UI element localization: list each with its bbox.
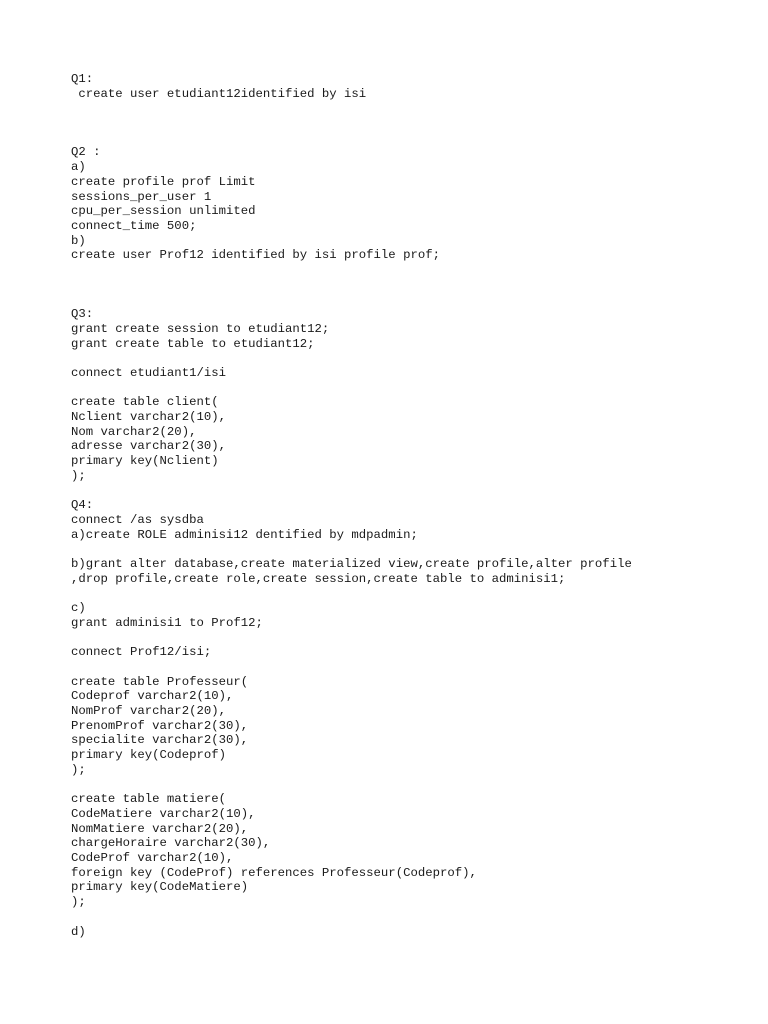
- text-line: create table client(: [71, 395, 219, 410]
- text-line: [71, 351, 632, 366]
- text-line: [71, 631, 632, 646]
- text-line: [71, 542, 632, 557]
- text-line: [71, 910, 632, 925]
- text-line: Nom varchar2(20),: [71, 424, 197, 439]
- text-line: create table matiere(: [71, 792, 226, 807]
- text-line: NomProf varchar2(20),: [71, 704, 226, 719]
- text-line: specialite varchar2(30),: [71, 733, 249, 748]
- text-line: [71, 381, 632, 396]
- text-line: [71, 131, 632, 146]
- text-line: foreign key (CodeProf) references Professeur(Codeprof),: [71, 865, 477, 880]
- text-line: b): [71, 233, 86, 248]
- text-line: [71, 484, 632, 499]
- text-line: sessions_per_user 1: [71, 189, 212, 204]
- text-line: Codeprof varchar2(10),: [71, 689, 234, 704]
- text-line: Q1:: [71, 72, 94, 86]
- text-line: [71, 778, 632, 793]
- text-line: [71, 278, 632, 293]
- text-line: [71, 263, 632, 278]
- text-line: a): [71, 160, 86, 175]
- text-line: adresse varchar2(30),: [71, 439, 226, 454]
- text-line: create user Prof12 identified by isi profile prof;: [71, 248, 440, 263]
- text-line: [71, 101, 632, 116]
- text-line: Q2 :: [71, 145, 101, 160]
- text-line: c): [71, 601, 86, 616]
- text-line: create profile prof Limit: [71, 174, 256, 189]
- text-line: connect_time 500;: [71, 218, 197, 233]
- text-line: Q4:: [71, 498, 94, 513]
- text-line: );: [71, 762, 86, 777]
- text-line: CodeMatiere varchar2(10),: [71, 806, 256, 821]
- text-line: );: [71, 895, 86, 910]
- text-line: a)create ROLE adminisi12 dentified by mdpadmin;: [71, 527, 418, 542]
- text-line: d): [71, 924, 86, 939]
- text-line: primary key(Codeprof): [71, 748, 226, 763]
- text-line: CodeProf varchar2(10),: [71, 851, 234, 866]
- text-line: [71, 586, 632, 601]
- text-line: ,drop profile,create role,create session,create table to adminisi1;: [71, 571, 566, 586]
- text-line: connect etudiant1/isi: [71, 365, 226, 380]
- document-text: [71, 72, 632, 939]
- text-line: connect Prof12/isi;: [71, 645, 212, 660]
- text-line: PrenomProf varchar2(30),: [71, 718, 249, 733]
- text-line: [71, 116, 632, 131]
- text-line: cpu_per_session unlimited: [71, 204, 256, 219]
- text-line: chargeHoraire varchar2(30),: [71, 836, 271, 851]
- text-line: [71, 292, 632, 307]
- text-line: grant adminisi1 to Prof12;: [71, 615, 263, 630]
- text-line: create table Professeur(: [71, 674, 249, 689]
- text-line: Q3:: [71, 307, 94, 322]
- text-line: create user etudiant12identified by isi: [71, 86, 367, 101]
- text-line: );: [71, 468, 86, 483]
- text-line: primary key(CodeMatiere): [71, 880, 249, 895]
- text-line: grant create table to etudiant12;: [71, 336, 315, 351]
- text-line: NomMatiere varchar2(20),: [71, 821, 249, 836]
- text-line: grant create session to etudiant12;: [71, 321, 330, 336]
- text-line: primary key(Nclient): [71, 454, 219, 469]
- text-line: Nclient varchar2(10),: [71, 410, 226, 425]
- text-line: connect /as sysdba: [71, 512, 204, 527]
- text-line: b)grant alter database,create materialized view,create profile,alter profile: [71, 557, 632, 572]
- text-line: [71, 660, 632, 675]
